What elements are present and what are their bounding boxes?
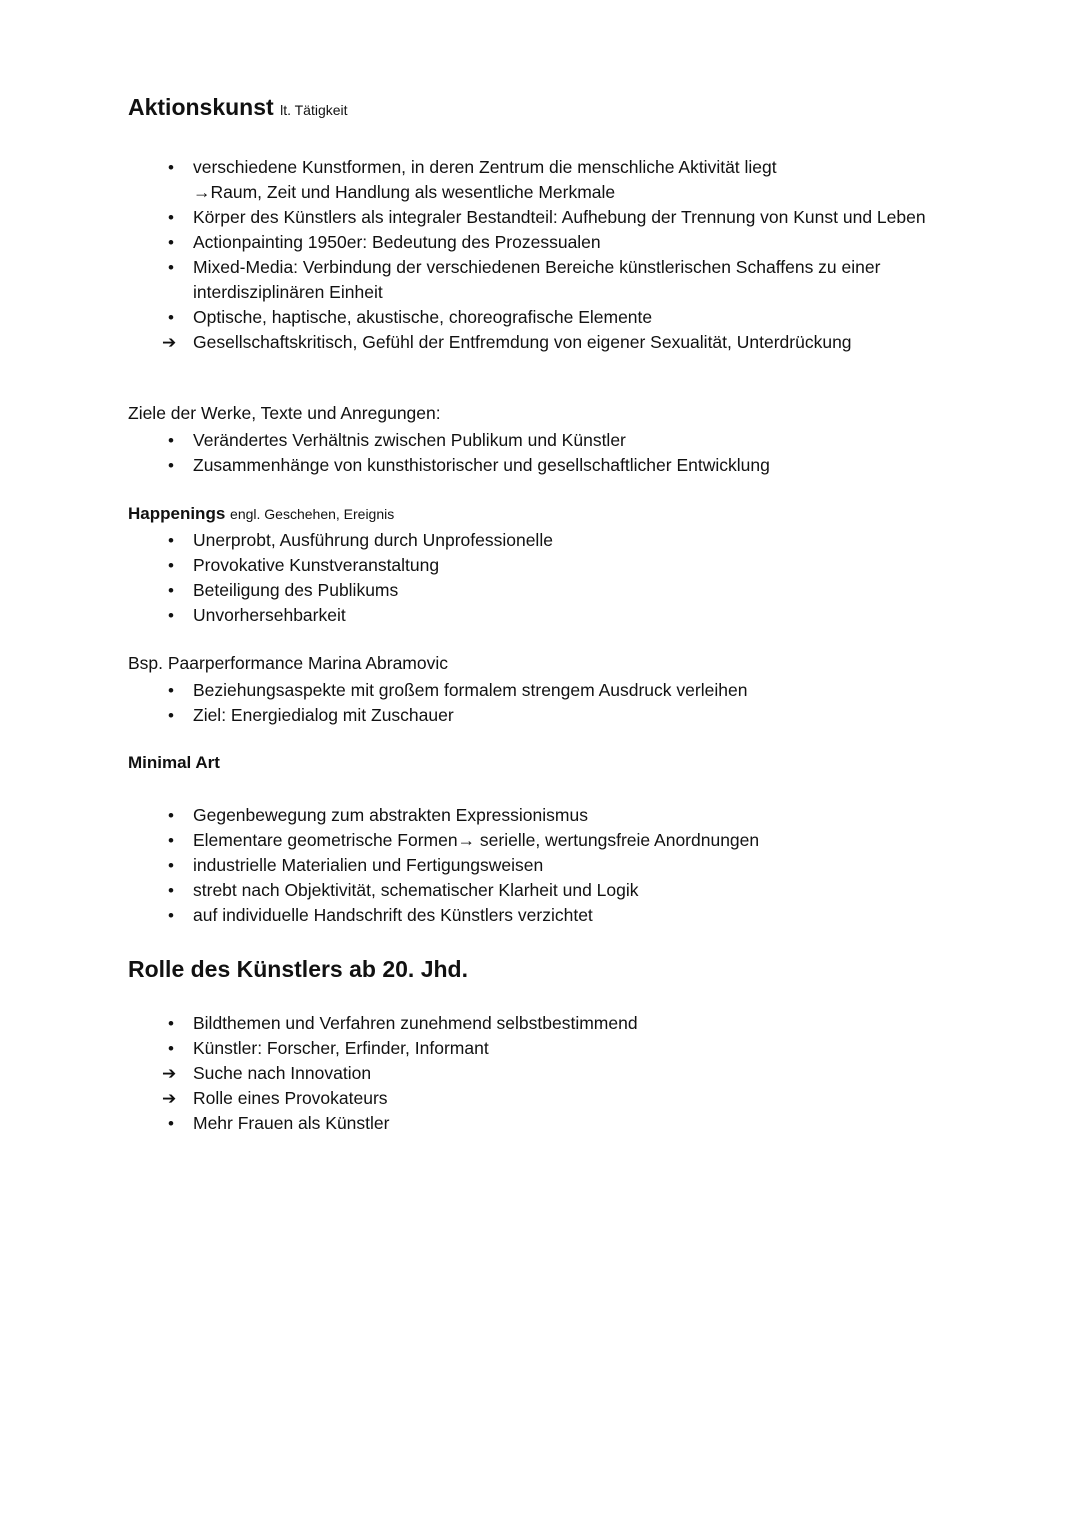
bullet-icon: • <box>168 1014 174 1033</box>
list-item <box>128 1111 948 1136</box>
heading-subtitle: engl. Geschehen, Ereignis <box>230 506 395 522</box>
list-item <box>128 255 948 305</box>
list-item-text: Unerprobt, Ausführung durch Unprofessionelle <box>193 530 553 550</box>
list-item-text: Zusammenhänge von kunsthistorischer und gesellschaftlicher Entwicklung <box>193 455 770 475</box>
bullet-icon: • <box>168 1039 174 1058</box>
list-item <box>128 330 948 355</box>
arrow-icon: ➔ <box>162 333 177 352</box>
list-item <box>128 155 948 205</box>
list-item-text: Optische, haptische, akustische, choreografische Elemente <box>193 307 653 327</box>
list-item-text: Elementare geometrische Formen→ serielle, wertungsfreie Anordnungen <box>193 830 760 850</box>
list-item-text: industrielle Materialien und Fertigungsweisen <box>193 855 544 875</box>
minimal-art-list <box>128 803 948 928</box>
list-item <box>128 603 948 628</box>
bullet-icon: • <box>168 1114 174 1133</box>
bullet-icon: • <box>168 208 174 227</box>
list-item <box>128 1036 948 1061</box>
list-item-text: Unvorhersehbarkeit <box>193 605 346 625</box>
bullet-icon: • <box>168 431 174 450</box>
list-item <box>128 230 948 255</box>
list-item-text: auf individuelle Handschrift des Künstlers verzichtet <box>193 905 593 925</box>
list-item <box>128 528 948 553</box>
bullet-icon: • <box>168 233 174 252</box>
heading-title: Rolle des Künstlers ab 20. Jhd. <box>128 956 468 982</box>
bullet-icon: • <box>168 681 174 700</box>
beispiel-intro: Bsp. Paarperformance Marina Abramovic <box>128 653 448 673</box>
bullet-icon: • <box>168 531 174 550</box>
list-item <box>128 453 948 478</box>
bullet-icon: • <box>168 308 174 327</box>
bullet-icon: • <box>168 606 174 625</box>
list-item <box>128 428 948 453</box>
heading-title: Aktionskunst <box>128 94 274 120</box>
ziele-list <box>128 428 948 478</box>
bullet-icon: • <box>168 906 174 925</box>
list-item-text: Mixed-Media: Verbindung der verschiedenen Bereiche künstlerischen Schaffens zu einer interdisziplinären Einheit <box>193 257 881 302</box>
bullet-icon: • <box>168 158 174 177</box>
list-item-text: Mehr Frauen als Künstler <box>193 1113 390 1133</box>
bullet-icon: • <box>168 456 174 475</box>
heading-happenings <box>128 504 948 524</box>
list-item-text: Provokative Kunstveranstaltung <box>193 555 440 575</box>
heading-title: Minimal Art <box>128 753 220 772</box>
bullet-icon: • <box>168 856 174 875</box>
bullet-icon: • <box>168 556 174 575</box>
list-item <box>128 305 948 330</box>
list-item <box>128 678 948 703</box>
list-item-text: Beteiligung des Publikums <box>193 580 399 600</box>
list-item-text: Bildthemen und Verfahren zunehmend selbstbestimmend <box>193 1013 638 1033</box>
list-item-text: Actionpainting 1950er: Bedeutung des Prozessualen <box>193 232 601 252</box>
list-item-text: Verändertes Verhältnis zwischen Publikum und Künstler <box>193 430 626 450</box>
list-item <box>128 205 948 230</box>
list-item-text: strebt nach Objektivität, schematischer Klarheit und Logik <box>193 880 639 900</box>
heading-minimal-art <box>128 753 948 773</box>
list-item-text: Rolle eines Provokateurs <box>193 1088 388 1108</box>
happenings-list <box>128 528 948 628</box>
aktionskunst-list <box>128 155 948 355</box>
list-item-text: Gesellschaftskritisch, Gefühl der Entfremdung von eigener Sexualität, Unterdrückung <box>193 332 852 352</box>
heading-rolle <box>128 956 948 983</box>
list-item <box>128 703 948 728</box>
list-item <box>128 853 948 878</box>
list-item-text: Ziel: Energiedialog mit Zuschauer <box>193 705 454 725</box>
list-item <box>128 803 948 828</box>
list-item <box>128 903 948 928</box>
bullet-icon: • <box>168 581 174 600</box>
bullet-icon: • <box>168 806 174 825</box>
arrow-icon: ➔ <box>162 1089 177 1108</box>
bullet-icon: • <box>168 831 174 850</box>
rolle-list <box>128 1011 948 1136</box>
arrow-icon: ➔ <box>162 1064 177 1083</box>
list-item-text: Beziehungsaspekte mit großem formalem strengem Ausdruck verleihen <box>193 680 748 700</box>
beispiel-list <box>128 678 948 728</box>
list-item-text: Künstler: Forscher, Erfinder, Informant <box>193 1038 489 1058</box>
list-item-text: Gegenbewegung zum abstrakten Expressionismus <box>193 805 588 825</box>
list-item <box>128 553 948 578</box>
list-item <box>128 1086 948 1111</box>
heading-aktionskunst <box>128 94 948 121</box>
heading-title: Happenings <box>128 504 226 523</box>
heading-subtitle: lt. Tätigkeit <box>280 102 348 118</box>
list-item-text: verschiedene Kunstformen, in deren Zentrum die menschliche Aktivität liegt <box>193 157 777 177</box>
list-item-subline: →Raum, Zeit und Handlung als wesentliche Merkmale <box>193 182 616 202</box>
bullet-icon: • <box>168 881 174 900</box>
list-item-text: Suche nach Innovation <box>193 1063 372 1083</box>
ziele-intro: Ziele der Werke, Texte und Anregungen: <box>128 403 441 423</box>
list-item <box>128 828 948 853</box>
bullet-icon: • <box>168 706 174 725</box>
list-item <box>128 578 948 603</box>
list-item <box>128 878 948 903</box>
bullet-icon: • <box>168 258 174 277</box>
list-item <box>128 1061 948 1086</box>
list-item <box>128 1011 948 1036</box>
list-item-text: Körper des Künstlers als integraler Bestandteil: Aufhebung der Trennung von Kunst und Leben <box>193 207 926 227</box>
